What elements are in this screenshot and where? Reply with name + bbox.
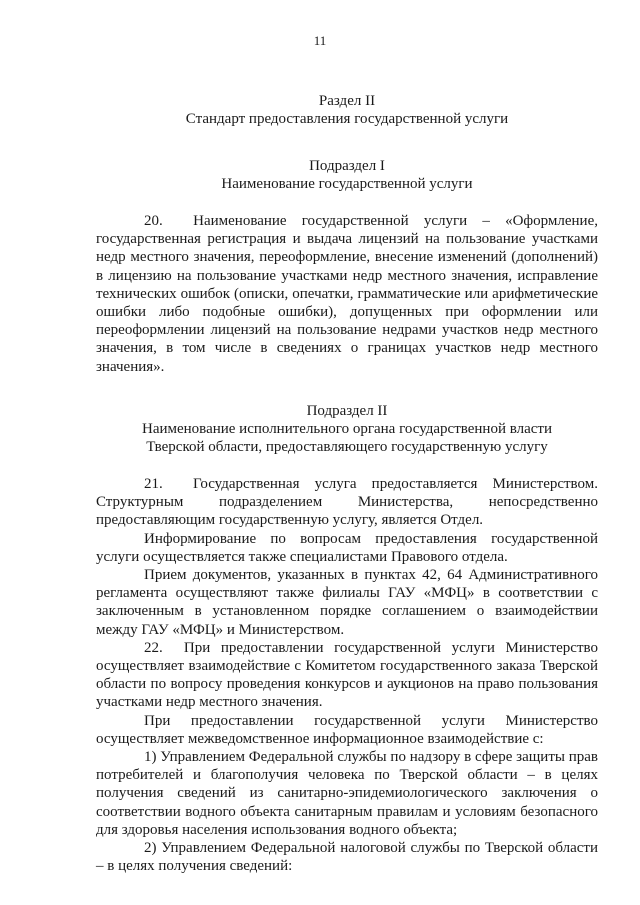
subsection-1-subtitle: Наименование государственной услуги [221,176,473,193]
paragraph-22: 22. При предоставлении государственной услуги Министерство осуществляет взаимодействие с Комитетом государственного заказа Тверской области по вопросу проведения конкурсов и аукционов на право пользования участками недр местного значения. [96,639,598,711]
list-item-1: 1) Управлением Федеральной службы по надзору в сфере защиты прав потребителей и благополучия человека по Тверской области – в целях получения сведений из санитарно-эпидемиологического заключения о соответствии водного объекта санитарным правилам и условиям безопасного для здоровья населения использования водного объекта; [96,749,598,838]
section-heading [96,92,598,128]
subsection-2-line-2: Тверской области, предоставляющего государственную услугу [146,439,548,456]
page-number: 11 [313,33,327,48]
paragraph-21: 21. Государственная услуга предоставляется Министерством. Структурным подразделением Министерства, непосредственно предоставляющим государственную услугу, является Отдел. [96,476,598,529]
subsection-1-title: Подраздел I [309,158,385,174]
paragraph-21-reception: Прием документов, указанных в пунктах 42, 64 Административного регламента осуществляют также филиалы ГАУ «МФЦ» в соответствии с заключенным в установленном порядке соглашением о взаимодействии между ГАУ «МФЦ» и Министерством. [96,567,598,638]
paragraph-20-block [96,212,598,376]
paragraph-22-interaction: При предоставлении государственной услуги Министерство осуществляет межведомственное информационное взаимодействие с: [96,712,598,747]
list-item-2: 2) Управлением Федеральной налоговой службы по Тверской области – в целях получения сведений: [96,840,598,875]
section-title: Раздел II [318,93,376,109]
paragraph-21-informing: Информирование по вопросам предоставления государственной услуги осуществляется также специалистами Правового отдела. [96,530,598,565]
paragraph-21-22-block [96,475,598,875]
subsection-1-heading [96,157,598,193]
subsection-2-title: Подраздел II [306,403,388,419]
section-subtitle: Стандарт предоставления государственной услуги [185,111,509,128]
subsection-2-line-1: Наименование исполнительного органа государственной власти [141,421,553,438]
paragraph-20: 20. Наименование государственной услуги – «Оформление, государственная регистрация и выдача лицензий на пользование участками недр местного значения, переоформление, внесение изменений (дополнений) в лицензию на пользование участками недр местного значения, исправление технических ошибок (описки, опечатки, грамматические или арифметические ошибки либо подобные ошибки), допущенных при оформлении или переоформлении лицензий на пользование недрами участков недр местного значения, в том числе в сведениях о границах участков недр местного значения». [96,213,598,375]
subsection-2-heading [96,402,598,457]
